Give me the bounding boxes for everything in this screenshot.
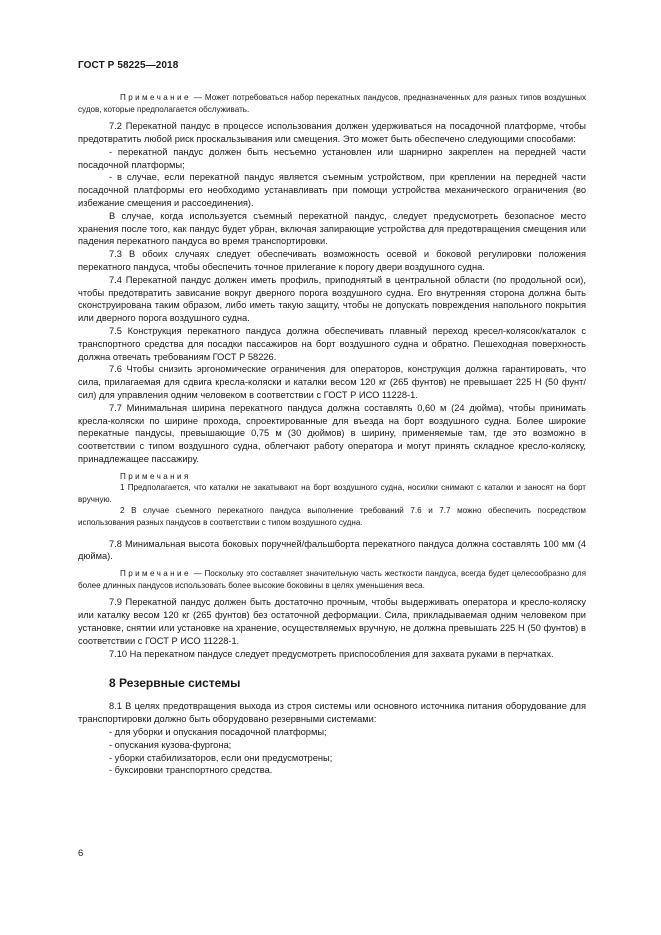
note-paragraph [78, 92, 586, 115]
note-paragraph-7-8 [78, 568, 586, 591]
clause-7-5: 7.5 Конструкция перекатного пандуса должна обеспечивать плавный переход кресел-колясок/каталок с транспортного средства для посадки пассажиров на борт воздушного судна и обратно. Пешеходная поверхность должна отвечать требованиям ГОСТ Р 58226. [78, 325, 586, 362]
section-8-heading: 8 Резервные системы [109, 676, 241, 691]
note-item-1: 1 Предполагается, что каталки не закатывают на борт воздушного судна, носилки снимают с каталки и заносят на борт вручную. [78, 483, 586, 504]
clause-7-6: 7.6 Чтобы снизить эргономические ограничения для операторов, конструкция должна гарантировать, что сила, прилагаемая для сдвига кресла-коляски и каталки весом 120 кг (265 фунтов) не превышает 225 Н (50 фунт/сил) для управления одним человеком в соответствии с ГОСТ Р ИСО 11228-1. [78, 364, 586, 400]
clause-8-1-item-1: - для уборки и опускания посадочной платформы; [109, 727, 327, 738]
note-label: Примечание [120, 569, 191, 579]
clause-7-2-removable-ramp: В случае, когда используется съемный перекатной пандус, следует предусмотреть безопасное место хранения после того, как пандус будет убран, включая запирающие устройства для предотвращения смещения или падения перекатного пандуса во время транспортировки. [78, 210, 586, 247]
clause-7-3: 7.3 В обоих случаях следует обеспечивать возможность осевой и боковой регулировки положения перекатного пандуса, чтобы обеспечить точное прилегание к порогу двери воздушного судна. [78, 249, 586, 272]
document-header: ГОСТ Р 58225—2018 [78, 60, 179, 71]
page-number: 6 [78, 848, 84, 859]
clause-8-1: 8.1 В целях предотвращения выхода из строя системы или основного источника питания оборудование для транспортировки должно быть оборудовано резервными системами: [78, 701, 586, 725]
clause-7-2-item-1: - перекатной пандус должен быть несъемно установлен или шарнирно закреплен на передней части посадочной платформы; [78, 146, 586, 170]
notes-block [78, 471, 586, 529]
clause-8-1-item-2: - опускания кузова-фургона; [109, 739, 232, 750]
clause-7-9: 7.9 Перекатной пандус должен быть достаточно прочным, чтобы выдерживать оператора и кресло-коляску или каталку весом 120 кг (265 фунтов) без остаточной деформации. Сила, прикладываемая одним человеком при установке, снятии или установке на хранение, осуществляемых вручную, не должна превышать 225 Н (50 фунтов) в соответствии с ГОСТ Р ИСО 11228-1. [78, 597, 586, 646]
note-text: — Может потребоваться набор перекатных пандусов, предназначенных для разных типов воздушных судов, которые предполагается обслуживать. [78, 93, 586, 114]
clause-7-4: 7.4 Перекатной пандус должен иметь профиль, приподнятый в центральной области (по продольной оси), чтобы предотвратить зависание вокруг дверного порога воздушного судна. Его внутренняя сторона должна быть сконструирована таким образом, либо иметь такую защиту, чтобы не допускать повреждения напольного покрытия или дверного порога воздушного судна. [78, 274, 586, 324]
clause-8-1-item-4: - буксировки транспортного средства. [109, 765, 273, 776]
note-label: Примечание [120, 93, 191, 102]
clause-7-7: 7.7 Минимальная ширина перекатного пандуса должна составлять 0,60 м (24 дюйма), чтобы принимать кресла-коляски по ширине прохода, спроектированные для въезда на борт воздушного судна. Более широкие перекатные пандусы, превышающие 0,75 м (30 дюймов) в ширину, применяемые там, где это возможно в соответствии с типом воздушного судна, облегчают работу оператора и могут принять складное кресло-коляску, принадлежащее пассажиру. [78, 402, 586, 464]
clause-7-2-item-2: - в случае, если перекатной пандус является съемным устройством, при креплении на передней части посадочной платформы его необходимо устанавливать при помощи устройства механического ограничения (во избежание смещения и рассоединения). [78, 172, 586, 208]
document-body [78, 92, 586, 777]
note-item-2: 2 В случае съемного перекатного пандуса выполнение требований 7.6 и 7.7 можно обеспечить посредством использования разных пандусов в соответствии с типом воздушного судна. [78, 506, 586, 528]
clause-7-10: 7.10 На перекатном пандусе следует предусмотреть приспособления для захвата руками в перчатках. [109, 648, 554, 659]
clause-7-2: 7.2 Перекатной пандус в процессе использования должен удерживаться на посадочной платформе, чтобы предотвратить любой риск проскальзывания или смещения. Это может быть обеспечено следующими способами: [78, 121, 586, 144]
note-text: — Поскольку это составляет значительную часть жесткости пандуса, всегда будет целесообразно для более длинных пандусов использовать более высокие боковины в целях уменьшения веса. [78, 569, 586, 590]
notes-title: Примечания [120, 471, 191, 481]
clause-7-8: 7.8 Минимальная высота боковых поручней/фальшборта перекатного пандуса должна составлять 100 мм (4 дюйма). [78, 538, 586, 562]
clause-8-1-item-3: - уборки стабилизаторов, если они предусмотрены; [109, 752, 333, 763]
